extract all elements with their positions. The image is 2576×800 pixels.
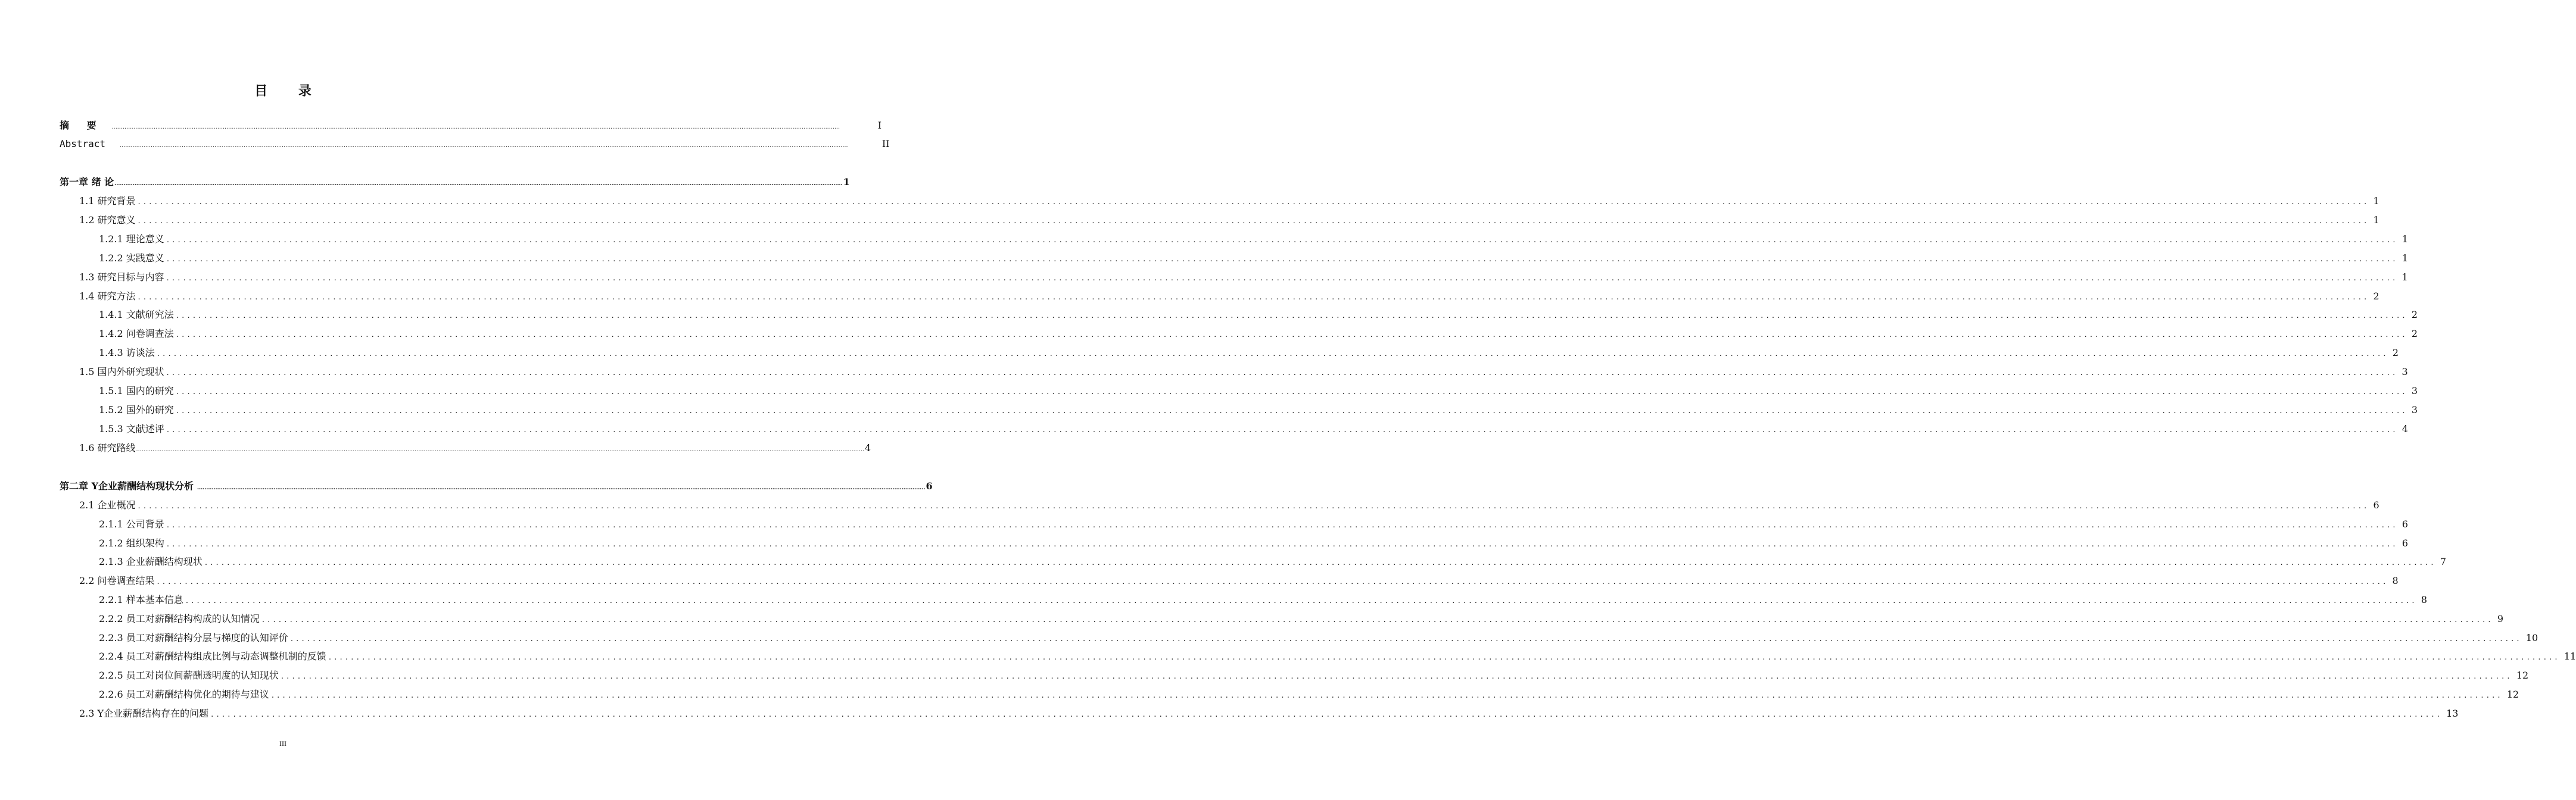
toc-entry[interactable] <box>99 383 2418 399</box>
toc-page: 2 <box>2373 290 2379 302</box>
toc-entry-abstract-cn[interactable] <box>60 118 882 133</box>
leader-dots: ................................................................................................................................................................................................................................................................................................................................................................................................................ <box>261 614 2494 624</box>
toc-label: 2.1 企业概况 <box>79 499 136 511</box>
toc-label: 2.2.2 员工对薪酬结构构成的认知情况 <box>99 612 260 624</box>
leader-dots: ................................................................................................................................................................................................................................................................................................................................................................................................................ <box>281 671 2513 682</box>
toc-page: 13 <box>2446 707 2459 719</box>
toc-entry[interactable] <box>79 289 2379 304</box>
toc-page: 6 <box>2373 499 2379 511</box>
toc-entry[interactable] <box>79 193 2379 209</box>
leader-dots: ................................................................................................................................................................................................................................................................................................................................................................................................................ <box>138 291 2370 302</box>
leader-dots: ................................................................................................................................................................................................................................................................................................................................................................................................................ <box>290 633 2522 643</box>
toc-entry[interactable] <box>99 517 2408 532</box>
toc-page: 6 <box>926 480 933 492</box>
toc-entry[interactable] <box>99 402 2418 418</box>
toc-entry[interactable] <box>79 498 2379 513</box>
leader-dots: ................................................................................................................................................................................................................................................................................................................................................................................................................ <box>166 367 2399 378</box>
leader-dots: ................................................................................................................................................................................................................................................................................................................................................................................................................ <box>166 538 2399 549</box>
toc-label: 1.5.1 国内的研究 <box>99 385 174 396</box>
leader-dots: ................................................................................................................................................................................................................................................................................................................................................................................................................ <box>185 595 2418 605</box>
page-number: III <box>279 739 286 748</box>
toc-entry[interactable] <box>79 364 2408 380</box>
toc-label: 2.1.1 公司背景 <box>99 518 164 530</box>
leader-dots: ................................................................................................................................................................................................................................................................................................................................................................................................................ <box>204 557 2437 568</box>
toc-label: 2.2.6 员工对薪酬结构优化的期待与建议 <box>99 689 269 700</box>
toc-entry[interactable] <box>79 706 2459 721</box>
toc-entry[interactable] <box>79 573 2399 589</box>
toc-entry[interactable] <box>99 536 2408 551</box>
toc-entry[interactable] <box>99 421 2408 437</box>
toc-chapter-1[interactable] <box>60 174 850 190</box>
leader-dots: ................................................................................................................................................................................................................................................................................................................................................................................................................ <box>166 234 2399 245</box>
toc-entry[interactable] <box>99 687 2519 702</box>
toc-entry[interactable] <box>99 554 2446 570</box>
toc-label: 1.2.1 理论意义 <box>99 233 164 245</box>
toc-page: 11 <box>2563 651 2576 662</box>
toc-page: 8 <box>2392 575 2399 587</box>
toc-entry-abstract-en[interactable] <box>60 136 890 152</box>
toc-page: 8 <box>2421 594 2427 605</box>
toc-label: 1.6 研究路线 <box>79 442 136 454</box>
toc-title: 目 录 <box>254 83 325 99</box>
toc-label: 1.5 国内外研究现状 <box>79 366 164 378</box>
leader-dots: ................................................................................................................................................................................................................................................................................................................................................................................................................ <box>197 484 926 491</box>
toc-label: 1.5.2 国外的研究 <box>99 404 174 415</box>
leader-dots: ................................................................................................................................................................................................................................................................................................................................................................................................................ <box>166 519 2399 530</box>
toc-page: 2 <box>2411 309 2418 321</box>
toc-label: 1.4 研究方法 <box>79 290 136 302</box>
toc-label: 1.3 研究目标与内容 <box>79 271 164 283</box>
toc-entry[interactable] <box>79 440 871 456</box>
leader-dots: ................................................................................................................................................................................................................................................................................................................................................................................................................ <box>138 196 2370 207</box>
toc-entry[interactable] <box>79 270 2408 285</box>
leader-dots: ................................................................................................................................................................................................................................................................................................................................................................................................................ <box>166 424 2399 435</box>
toc-page: 9 <box>2497 612 2503 624</box>
toc-label: 第一章 绪 论 <box>60 176 114 188</box>
toc-label: 1.4.2 问卷调查法 <box>99 328 174 340</box>
toc-label: 2.2.5 员工对岗位间薪酬透明度的认知现状 <box>99 670 279 682</box>
toc-label: 摘 要 <box>60 120 104 131</box>
toc-label: 1.2 研究意义 <box>79 214 136 226</box>
toc-page: 7 <box>2440 556 2446 568</box>
toc-label: 1.1 研究背景 <box>79 195 136 207</box>
toc-page: 1 <box>2401 252 2408 264</box>
leader-dots: ................................................................................................................................................................................................................................................................................................................................................................................................................ <box>111 123 840 130</box>
toc-page: 6 <box>2401 537 2408 549</box>
toc-entry[interactable] <box>99 307 2418 323</box>
toc-label: 1.4.1 文献研究法 <box>99 309 174 321</box>
leader-dots: ................................................................................................................................................................................................................................................................................................................................................................................................................ <box>176 310 2408 321</box>
toc-page: II <box>881 138 890 149</box>
toc-page: 2 <box>2411 328 2418 340</box>
toc-label: 2.2.3 员工对薪酬结构分层与梯度的认知评价 <box>99 632 288 643</box>
leader-dots: ................................................................................................................................................................................................................................................................................................................................................................................................................ <box>157 576 2389 587</box>
leader-dots: ................................................................................................................................................................................................................................................................................................................................................................................................................ <box>114 180 843 187</box>
leader-dots: ................................................................................................................................................................................................................................................................................................................................................................................................................ <box>176 386 2408 396</box>
leader-dots: ................................................................................................................................................................................................................................................................................................................................................................................................................ <box>271 690 2503 700</box>
toc-page: 12 <box>2506 689 2519 700</box>
toc-label: 2.1.3 企业薪酬结构现状 <box>99 556 203 568</box>
toc-page: 4 <box>865 442 871 454</box>
toc-label: 1.5.3 文献述评 <box>99 423 164 435</box>
leader-dots: ................................................................................................................................................................................................................................................................................................................................................................................................................ <box>166 272 2399 283</box>
toc-label: 2.2.1 样本基本信息 <box>99 594 183 605</box>
toc-page: 1 <box>2373 195 2379 207</box>
toc-page: 1 <box>2373 214 2379 226</box>
toc-label: 2.2.4 员工对薪酬结构组成比例与动态调整机制的反馈 <box>99 651 326 662</box>
toc-page: 6 <box>2401 518 2408 530</box>
leader-dots: ................................................................................................................................................................................................................................................................................................................................................................................................................ <box>136 445 865 453</box>
toc-entry[interactable] <box>99 326 2418 342</box>
toc-page: 1 <box>2401 233 2408 245</box>
leader-dots: ................................................................................................................................................................................................................................................................................................................................................................................................................ <box>211 708 2443 719</box>
toc-label: 2.1.2 组织架构 <box>99 537 164 549</box>
toc-page: 3 <box>2411 404 2418 415</box>
toc-entry[interactable] <box>99 251 2408 266</box>
leader-dots: ................................................................................................................................................................................................................................................................................................................................................................................................................ <box>176 405 2408 415</box>
leader-dots: ................................................................................................................................................................................................................................................................................................................................................................................................................ <box>166 253 2399 264</box>
toc-page: I <box>877 120 882 131</box>
leader-dots: ................................................................................................................................................................................................................................................................................................................................................................................................................ <box>328 652 2561 662</box>
toc-page: 12 <box>2516 670 2529 682</box>
toc-label: 1.2.2 实践意义 <box>99 252 164 264</box>
toc-entry[interactable] <box>99 668 2529 683</box>
leader-dots: ................................................................................................................................................................................................................................................................................................................................................................................................................ <box>176 329 2408 340</box>
toc-label: 1.4.3 访谈法 <box>99 347 155 359</box>
toc-page: 2 <box>2392 347 2399 359</box>
toc-label: 第二章 Y企业薪酬结构现状分析 <box>60 480 194 492</box>
toc-entry[interactable] <box>99 649 2576 664</box>
toc-page: 10 <box>2525 632 2538 643</box>
leader-dots: ................................................................................................................................................................................................................................................................................................................................................................................................................ <box>120 142 848 149</box>
toc-page: 3 <box>2401 366 2408 378</box>
toc-entry[interactable] <box>99 232 2408 247</box>
toc-entry[interactable] <box>99 611 2503 627</box>
toc-entry[interactable] <box>99 345 2399 361</box>
toc-page: 4 <box>2401 423 2408 435</box>
toc-entry[interactable] <box>99 592 2427 608</box>
toc-label: 2.2 问卷调查结果 <box>79 575 155 587</box>
toc-label: 2.3 Y企业薪酬结构存在的问题 <box>79 707 209 719</box>
toc-page: 1 <box>843 176 850 188</box>
toc-entry[interactable] <box>99 630 2538 646</box>
leader-dots: ................................................................................................................................................................................................................................................................................................................................................................................................................ <box>138 501 2370 511</box>
toc-page: 3 <box>2411 385 2418 396</box>
toc-label: Abstract <box>60 138 106 149</box>
toc-page: 1 <box>2401 271 2408 283</box>
toc-entry[interactable] <box>79 212 2379 228</box>
leader-dots: ................................................................................................................................................................................................................................................................................................................................................................................................................ <box>138 215 2370 226</box>
toc-chapter-2[interactable] <box>60 479 933 494</box>
leader-dots: ................................................................................................................................................................................................................................................................................................................................................................................................................ <box>157 348 2389 359</box>
